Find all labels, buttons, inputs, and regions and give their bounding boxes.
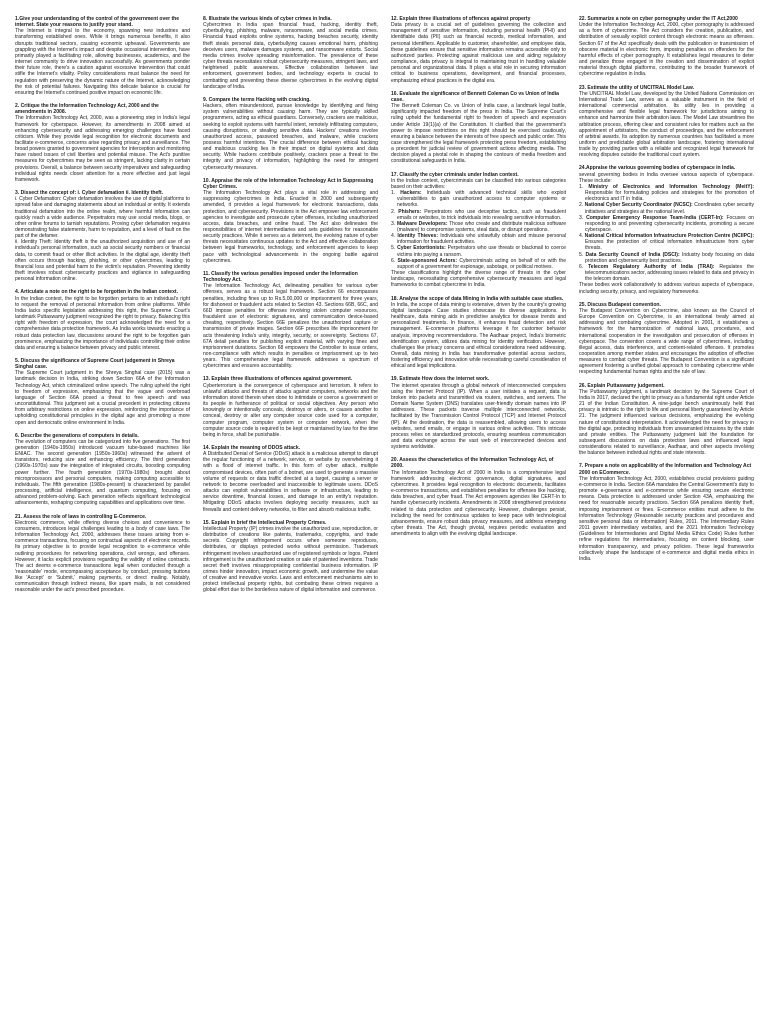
question-heading: 22. Summarize a note on cyber pornography under the IT Act,2000: [579, 16, 738, 22]
question-section: [203, 271, 378, 370]
question-heading: 15. Explain in brief the Intellectual Property Crimes.: [203, 519, 327, 526]
question-heading: 17. Classify the cyber criminals under Indian context.: [391, 171, 519, 178]
answer-paragraph: The evolution of computers can be categorized into five generations. The first generation (1940s-1950s) introduced vacuum tube-based machines like ENIAC. The second generation (1950s-1960s) witnessed the advent of transistors, reducing size and enhancing efficiency. The third generation (1960s-1970s) saw the integration of integrated circuits, boosting computing power further. The fourth generation (1970s-1980s) brought about microprocessors and personal computers, making computing accessible to individuals. The fifth generation (1980s-present) is characterized by parallel processing, artificial intelligence, and quantum computing, focusing on advanced problem-solving. Each generation reflects significant technological advancements, reshaping computing capabilities and applications over time.: [15, 438, 190, 507]
numbered-list: [391, 190, 566, 270]
list-item-term: Telecom Regulatory Authority of India (TRAI):: [588, 263, 715, 270]
question-heading: 11. Classify the various penalties imposed under the Information Technology Act.: [203, 270, 358, 284]
text-column-3: [391, 16, 566, 1014]
list-item: [391, 190, 566, 208]
answer-paragraph: several governing bodies in India oversee various aspects of cyberspace. These include:: [579, 171, 754, 184]
text-column-1: [15, 16, 190, 1014]
answer-paragraph: The Bennett Coleman Co. vs Union of India case, a landmark legal battle, significantly impacted freedom of the press in India. The Supreme Court's ruling upheld the fundamental right to freedom of speech and expression under Article 19(1)(a) of the Constitution. It clarified that the government's power to impose restrictions on this right should be exercised cautiously, ensuring a balance between the interests of free speech and public order. This case strengthened the legal framework protecting press freedom, establishing a precedent for judicial review of government actions affecting media. The decision played a pivotal role in shaping the contours of media freedom and constitutional safeguards in India.: [391, 103, 566, 165]
question-heading: 20. Assess the characteristics of the Information Technology Act, of 2000.: [391, 457, 554, 470]
question-section: [15, 16, 190, 96]
question-section: [579, 16, 754, 78]
question-section: [15, 289, 190, 351]
answer-paragraph: The Supreme Court judgment in the Shreya Singhal case (2015) was a landmark decision in India, striking down Section 66A of the Information Technology Act, which criminalized online speech. The ruling upheld the right to freedom of expression, emphasizing that the vague and overbroad language of Section 66A posed a threat to free speech and was unconstitutional. This judgment set a crucial precedent in protecting citizens from arbitrary restrictions on online expression, reinforcing the importance of upholding constitutional principles in the digital age and promoting a more open and democratic online environment in India.: [15, 370, 190, 426]
answer-paragraph: Hackers, often misunderstood, pursue knowledge by identifying and fixing system vulnerabilities without causing harm. They are typically skilled programmers, acting as ethical guardians. Conversely, crackers are malicious, seeking to exploit systems with harmful intent, remotely infiltrating computers, causing disruptions, or stealing sensitive data. Hackers' creations involve unauthorized access, password breaches, and malware, while crackers possess harmful intentions. The crucial difference between ethical hacking and malicious cracking lies in their impact on digital systems and data security. While hackers contribute positively, crackers pose a threat to the integrity and privacy of information, highlighting the need for stringent cybersecurity measures.: [203, 103, 378, 171]
question-section: [203, 520, 378, 594]
question-heading: 3. Dissect the concept of: i. Cyber defamation ii. Identity theft.: [15, 190, 164, 197]
numbered-list: [579, 184, 754, 283]
answer-paragraph: The Information Technology Act, 2000, establishes crucial provisions guiding e-commerce in India. Section 66A mandates the Central Government's duty to promote e-governance and e-commerce while ensuring secure electronic means. Data protection is addressed under Section 43A, emphasizing the need for reasonable security practices. Section 66A penalizes identity theft, imposing imprisonment or fines. E-commerce entities must adhere to the Information Technology (Reasonable security practices and procedures and sensitive personal data or information) Rules, 2011. The Intermediary Rules 2011 govern intermediary websites, and the 2021 Information Technology (Guidelines for Intermediaries and Digital Media Ethics Code) Rules further refine regulations for intermediaries, focusing on content blocking, user information transparency, and privacy policies. These legal frameworks collectively shape the landscape of e-commerce and digital media ethics in India.: [579, 475, 754, 562]
list-item-term: Malware Developers:: [396, 220, 448, 227]
question-section: [15, 358, 190, 426]
answer-paragraph: In India, the scope of data mining is extensive, driven by the country's growing digital landscape. Case studies showcase its diverse applications. In healthcare, data mining aids in predictive analytics for disease trends and personalized treatments. In finance, it enhances fraud detection and risk management. E-commerce platforms leverage it for customer behavior analysis, improving recommendations. The Aadhaar project, India's biometric identification system, utilizes data mining for identity verification. However, challenges like privacy concerns and ethical considerations need addressing. Overall, data mining in India has transformative potential across sectors, fostering efficiency and innovation while necessitating careful consideration of ethical and legal implications.: [391, 301, 566, 370]
answer-paragraph: Electronic commerce, while offering diverse choices and convenience to consumers, introduces legal challenges leading to a body of case laws. The Information Technology Act, 2000, addresses these issues arising from e-commerce transactions, focusing on contractual aspects of electronic records. Its primary objective is to provide legal recognition to e-commerce while outlining procedures for networking operations, civil wrongs, and offenses. However, it lacks explicit provisions regarding the validity of online contracts. The act deems e-commerce transactions legal when conducted through a 'reasonable' mode, encompassing acceptance by conduct, pressing buttons like 'Accept' or 'Submit,' making payments, or direct mailing. Notably, communication through indirect means, like spam mails, is not considered reasonable under the act's prescribed procedure.: [15, 519, 190, 594]
list-item-number: 4.: [579, 233, 584, 240]
answer-paragraph: The Information Technology Act, delineating penalties for various cyber offenses, serves as a robust legal framework. Section 66 encompasses penalties, including fines up to Rs.5,00,000 or imprisonment for three years, for dishonest or fraudulent acts related to Section 43. Sections 66B, 66C, and 66D impose penalties for offenses involving stolen computer resources, fraudulent use of electronic signatures, and communication device-based cheating, respectively. Section 66E penalizes the unauthorized capture or transmission of private images. Section 66F prescribes life imprisonment for acts threatening India's unity, integrity, security, or sovereignty. Sections 67, 67A detail penalties for publishing explicit material, with varying fines and imprisonment durations. Section 68 empowers the Controller to issue orders, non-compliance with which results in penalties or imprisonment up to two years. This comprehensive legal framework addresses a spectrum of cybercrimes and ensures accountability.: [203, 283, 378, 370]
question-section: [15, 514, 190, 594]
question-section: [579, 463, 754, 562]
question-heading: 10. Appraise the role of the Information Technology Act in Suppressing Cyber Crimes.: [203, 177, 374, 190]
list-item-number: 6.: [391, 257, 396, 264]
answer-paragraph: ii. Identity Theft: Identity theft is the unauthorized acquisition and use of an individual's personal information, such as social security numbers or financial data, to commit fraud or other illicit activities. In the digital age, identity theft often occurs through hacking, phishing, or other cybercrimes, leading to financial loss and potential harm to the victim's reputation. Preventing identity theft involves robust cybersecurity practices and vigilance in safeguarding personal information online.: [15, 239, 190, 283]
list-item-term: Ministry of Electronics and Information Technology (MeitY):: [588, 183, 754, 190]
list-item-text: Coordinates cyber security initiatives and strategies at the national level.: [585, 202, 754, 215]
list-item-number: 2.: [391, 208, 396, 215]
question-section: [391, 172, 566, 289]
list-item-text: Ensures the protection of critical information infrastructure from cyber threats.: [585, 239, 754, 252]
list-item-term: National Cyber Security Coordinator (NCSC):: [584, 202, 693, 209]
question-section: [579, 85, 754, 159]
question-section: [15, 190, 190, 282]
answer-paragraph: The internet operates through a global network of interconnected computers using the Internet Protocol (IP). When a user initiates a request, data is broken into packets and transmitted via routers, switches, and servers. The Domain Name System (DNS) translates user-friendly domain names into IP addresses. These packets traverse multiple interconnected networks, facilitated by the Transmission Control Protocol (TCP) and Internet Protocol (IP). At the destination, the data is reassembled, allowing users to access websites, send emails, or engage in various online activities. This intricate process relies on standardized protocols, ensuring seamless communication and data exchange across the vast web of interconnected devices and systems worldwide.: [391, 382, 566, 451]
question-section: [579, 383, 754, 457]
question-heading: 9. Compare the terms Hacking with cracking.: [203, 96, 311, 103]
list-item-number: 1.: [579, 183, 584, 190]
list-item-text: Cybercriminals acting on behalf of or with the support of a government for espionage, sabotage, or political motives.: [397, 257, 566, 270]
list-item: [579, 233, 754, 251]
answer-paragraph: The Information Technology Act plays a vital role in addressing and suppressing cybercrimes in India. Enacted in 2000 and subsequently amended, it provides a legal framework for electronic transactions, data protection, and cybersecurity. Provisions in the Act empower law enforcement agencies to investigate and prosecute cyber offenses, including unauthorized access, data breaches, and online fraud. The Act also delineates the responsibilities of internet intermediaries and sets guidelines for reasonable security practices. While it serves as a deterrent, the evolving nature of cyber threats necessitates continuous updates to the Act and effective collaboration between legal frameworks, technology, and enforcement agencies to keep pace with technological advancements in the ongoing battle against cybercrimes.: [203, 190, 378, 264]
list-item-number: 6.: [579, 263, 584, 270]
list-item-term: Cyber Extortionists:: [397, 245, 446, 252]
answer-paragraph: The Information Technology Act, 2000, was a pioneering step in India's legal framework for cyberspace. However, its amendments in 2008 aimed at enhancing cybersecurity and addressing emerging challenges have faced criticism. While they provide legal recognition for electronic documents and facilitate e-commerce, concerns arise regarding privacy and surveillance. The broad powers granted to government agencies for interception and monitoring have raised issues of civil liberties and potential misuse. The Act's punitive measures for cybercrimes may be seen as stringent, lacking clarity in certain provisions. Overall, a balance between security imperatives and safeguarding individual rights needs closer attention for a more effective and just legal framework.: [15, 115, 190, 183]
list-item-term: State-sponsored Actors:: [397, 257, 458, 264]
question-heading: 2. Critique the the Information Technology Act, 2000 and the amendments in 2008.: [15, 103, 159, 116]
list-item-text: Individuals who unlawfully obtain and misuse personal information for fraudulent activities.: [397, 233, 566, 246]
list-item: [579, 215, 754, 233]
list-item-number: 2.: [579, 202, 584, 209]
list-item: [579, 252, 754, 264]
answer-paragraph: Cybercrimes in India span financial fraud, hacking, identity theft, cyberbullying, phishing, malware, ransomware, and social media crimes. Financial fraud exploits online systems, hacking breaches security, identity theft steals personal data, cyberbullying causes emotional harm, phishing deceives users, malware damages systems, and ransomware extorts. Social media crimes involve spreading misinformation. The prevalence of these cyber threats necessitates robust cybersecurity measures, stringent laws, and heightened public awareness. Effective collaboration between law enforcement, government bodies, and technology experts is crucial to combatting and preventing these diverse cybercrimes in the evolving digital landscape of India.: [203, 22, 378, 90]
question-heading: 23. Estimate the utility of UNCITRAL Model Law.: [579, 84, 694, 91]
list-item-number: 5.: [391, 245, 396, 252]
answer-paragraph: Intellectual Property (IP) crimes involve the unauthorized use, reproduction, or distribution of creations like patents, trademarks, copyrights, and trade secrets. Copyright infringement occurs when someone reproduces, distributes, or displays protected works without permission. Trademark infringement involves unauthorized use of registered symbols or logos. Patent infringement is the unauthorized creation or sale of patented inventions. Trade secret theft involves misappropriating confidential business information. IP crimes hinder innovation, impact economic growth, and undermine the value of creative and innovative works. Laws and enforcement mechanisms aim to protect intellectual property rights, but combating these crimes requires a global effort due to the borderless nature of digital information and commerce.: [203, 525, 378, 594]
list-item: [579, 184, 754, 202]
question-heading: 12. Explain three illustrations of offences against property: [391, 16, 531, 22]
list-item-term: Hackers:: [400, 190, 422, 197]
question-section: [579, 302, 754, 376]
question-heading: 1.Give your understanding of the control of the government over the internet. State your reasons to justify your stand.: [15, 16, 180, 29]
list-item-term: Data Security Council of India (DSCI):: [585, 251, 680, 258]
list-item-text: Responsible for formulating policies and strategies for the promotion of electronics and IT in India.: [585, 190, 754, 203]
text-column-4: [579, 16, 754, 1014]
answer-paragraph: The Puttaswamy judgment, a landmark decision by the Supreme Court of India in 2017, declared the right to privacy as a fundamental right under Article 21 of the Indian Constitution. A nine-judge bench unanimously held that privacy is intrinsic to the right to life and personal liberty guaranteed by Article 21. The judgment influenced various decisions, emphasizing the evolving nature of constitutional interpretation. It acknowledged the need for privacy in the digital age, protecting individuals from unwarranted intrusions by the state and private entities. The Puttaswamy judgment laid the foundation for subsequent discussions on data protection laws and influenced legal considerations related to surveillance, Aadhaar, and other aspects involving the balance between individual rights and state interests.: [579, 388, 754, 457]
question-heading: 5. Discuss the significance of Supreme Court judgement in Shreya Singhal case.: [15, 357, 175, 371]
question-section: [15, 433, 190, 507]
question-section: [203, 376, 378, 438]
list-item-term: National Critical Information Infrastructure Protection Centre (NCIIPC):: [584, 233, 754, 240]
list-item-text: Focuses on responding to and preventing cybersecurity incidents, promoting a secure cyberspace.: [585, 214, 754, 233]
list-item: [391, 221, 566, 233]
question-heading: 21. Assess the role of laws in controlling E-Commerce.: [15, 513, 147, 520]
list-item-term: Computer Emergency Response Team-India (CERT-In):: [586, 214, 724, 221]
question-heading: 7. Prepare a note on applicability of the Information and Technology Act 2000 on ECommerce.: [579, 463, 752, 476]
answer-paragraph: Data privacy is a crucial set of guidelines governing the collection and management of sensitive information, including personal health (PHI) and identifiable data (PII) such as financial records, medical information, and personal identifiers. Applicable to customer, shareholder, and employee data, these guidelines ensure that sensitive information remains accessible only to authorized parties. Protecting against malicious use and aiding regulatory compliance, data privacy is integral to maintaining trust in handling valuable personal and organizational data. It plays a vital role in securing information critical to business operations, development, and financial processes, emphasizing ethical practices in the digital era.: [391, 22, 566, 84]
list-item-text: Regulates the telecommunications sector, addressing issues related to data and privacy in the telecom domain.: [585, 263, 754, 283]
list-item-text: Industry body focusing on data protection and cybersecurity best practices.: [585, 251, 754, 264]
question-section: [579, 165, 754, 294]
list-item-text: Perpetrators who use threats or blackmail to coerce victims into paying a ransom.: [397, 245, 566, 258]
list-item-number: 1.: [391, 190, 396, 197]
question-section: [391, 16, 566, 84]
question-heading: 26. Explain Puttaswamy judgement.: [579, 382, 665, 389]
question-section: [203, 97, 378, 171]
question-heading: 6. Describe the generations of computers in details.: [15, 432, 139, 439]
answer-paragraph: i. Cyber Defamation: Cyber defamation involves the use of digital platforms to spread false and damaging statements about an individual or entity. It extends traditional defamation into the online realm, where harmful information can quickly reach a wide audience. Perpetrators may use social media, blogs, or other online forums to tarnish reputations. Proving cyber defamation requires demonstrating false statements, harm to reputation, and a level of fault on the part of the defamer.: [15, 196, 190, 240]
list-item: [579, 264, 754, 282]
question-heading: 16. Evaluate the significance of Bennett Coleman Co vs Union of India case.: [391, 90, 559, 103]
list-item-text: Perpetrators who use deceptive tactics, such as fraudulent emails or websites, to trick individuals into revealing sensitive information.: [397, 208, 566, 221]
answer-paragraph: The Internet is integral to the economy, spawning new industries and transforming established ones. While it brings numerous benefits, it also disrupts traditional sectors, causing economic upheaval. Governments are grappling with the Internet's impact and despite occasional intervention, have primarily played a facilitating role, allowing businesses, academics, and the internet community to drive innovation successfully. As governments ponder their future role, there's a caution against excessive intervention that could stifle the Internet's vitality. Policy considerations must balance the need for regulation with preserving the dynamic nature of the Internet, acknowledging the risk of potential failures. Navigating this delicate balance is crucial for ensuring the Internet's continued positive impact on economic life.: [15, 28, 190, 96]
answer-paragraph: The Budapest Convention on Cybercrime, also known as the Council of Europe Convention on Cybercrime, is an international treaty aimed at addressing and combating cybercrime. Adopted in 2001, it establishes a framework for the harmonization of national laws, procedures, and international cooperation in the investigation and prosecution of offenses in cyberspace. The convention covers a wide range of cybercrimes, including illegal access, data interference, and content-related offenses. It promotes cooperation among member states and encourages the adoption of effective measures to combat cyber threats. The Budapest Convention is a significant agreement fostering a unified global approach to combating cybercrime while respecting fundamental human rights and the rule of law.: [579, 307, 754, 376]
question-section: [203, 178, 378, 264]
answer-paragraph: In the Indian context, the right to be forgotten pertains to an individual's right to request the removal of personal information from online platforms. While India lacks specific legislation addressing this right, the Supreme Court's landmark Puttaswamy judgment recognized the right to privacy. Balancing this right with freedom of expression, the court acknowledged the need for a comprehensive data protection framework. As India works towards enacting a robust data protection law, discussions around the right to be forgotten gain prominence, emphasizing the importance of individuals controlling their online data and ensuring a balance between privacy and public interest.: [15, 295, 190, 351]
question-heading: 14. Explain the meaning of DDOS attack.: [203, 445, 301, 451]
answer-paragraph: Cyberterrorism is the convergence of cyberspace and terrorism. It refers to unlawful attacks and threats of attacks against computers, networks and the information stored therein when done to intimidate or coerce a government or its people in furtherance of political or social objectives. Any person who knowingly or intentionally conceals, destroys or alters, or causes another to conceal, destroy or alter any computer source code used for a computer, computer program, computer system or computer network, when the computer source code is required to be kept or maintained by law for the time being in force, shall be punishable.: [203, 382, 378, 438]
list-item: [391, 245, 566, 257]
list-item-number: 3.: [579, 214, 584, 221]
question-heading: 13. Explain three illustrations of offences against government.: [203, 376, 353, 383]
answer-paragraph: Under the Information Technology Act, 2000, cyber pornography is addressed as a form of cybercrime. The Act considers the creation, publication, and distribution of sexually explicit content through electronic means as offenses. Section 67 of the Act specifically deals with the publication or transmission of obscene material in electronic form, imposing penalties on offenders for the harmful effects of cyber pornography. It establishes legal measures to deter and penalize those engaged in the creation and dissemination of explicit material through digital platforms, contributing to the broader framework of cybercrime regulation in India.: [579, 22, 754, 78]
list-item-number: 4.: [391, 233, 396, 240]
answer-paragraph: In the Indian context, cybercriminals can be classified into various categories based on their activities:: [391, 177, 566, 190]
question-heading: 25. Discuss Budapest convention.: [579, 301, 661, 308]
list-item: [391, 233, 566, 245]
answer-paragraph: These bodies work collaboratively to address various aspects of cyberspace, including security, privacy, and regulatory frameworks.: [579, 282, 754, 295]
list-item-text: Individuals with advanced technical skills who exploit vulnerabilities to gain unauthorized access to computer systems or networks.: [397, 190, 566, 209]
list-item: [391, 258, 566, 270]
list-item-term: Phishers:: [398, 208, 422, 215]
list-item-number: 5.: [579, 251, 584, 258]
question-section: [391, 457, 566, 537]
answer-paragraph: These classifications highlight the diverse range of threats in the cyber landscape, necessitating comprehensive cybersecurity measures and legal frameworks to combat cybercrime in India.: [391, 270, 566, 289]
question-section: [203, 445, 378, 513]
question-section: [391, 296, 566, 370]
question-section: [391, 91, 566, 165]
question-heading: 18. Analyse the scope of data Mining in India with suitable case studies.: [391, 295, 564, 302]
list-item-text: Those who create and distribute malicious software (malware) to compromise systems, steal data, or disrupt operations.: [397, 220, 566, 233]
question-section: [203, 16, 378, 90]
question-section: [15, 103, 190, 183]
answer-paragraph: A Distributed Denial of Service (DDoS) attack is a malicious attempt to disrupt the regular functioning of a network, service, or website by overwhelming it with a flood of internet traffic. In this form of cyber attack, multiple compromised devices, often part of a botnet, are used to generate a massive volume of requests or data traffic directed at a target, causing a server or network to become overloaded and inaccessible to legitimate users. DDoS attacks can exploit vulnerabilities in software or infrastructure, leading to service downtime, financial losses, and damage to an entity's reputation. Mitigating DDoS attacks involves deploying security measures, such as firewalls and content delivery networks, to filter and absorb malicious traffic.: [203, 451, 378, 513]
text-column-2: [203, 16, 378, 1014]
question-section: [391, 376, 566, 450]
question-heading: 8. Illustrate the various kinds of cyber crimes in India.: [203, 16, 332, 22]
list-item: [391, 209, 566, 221]
question-heading: 4. Articulate a note on the right to be forgotten in the Indian context.: [15, 289, 178, 296]
answer-paragraph: The UNCITRAL Model Law, developed by the United Nations Commission on International Trade Law, serves as a valuable instrument in the field of international commercial arbitration. Its utility lies in providing a comprehensive and flexible legal framework for jurisdictions aiming to enhance and harmonize their arbitration laws. The Model Law streamlines the arbitration process, offering clear and consistent rules for matters such as the appointment of arbitrators, the conduct of proceedings, and the enforcement of arbitral awards. Its adoption by numerous countries has facilitated a more uniform and predictable global arbitration landscape, fostering international trade by providing parties with a reliable and recognized legal framework for resolving disputes outside the traditional court system.: [579, 90, 754, 159]
question-heading: 19. Estimate How does the internet work.: [391, 376, 490, 383]
list-item: [579, 202, 754, 214]
question-heading: 24.Appraise the various governing bodies of cyberspace in India.: [579, 165, 736, 172]
list-item-term: Identity Thieves:: [397, 233, 439, 240]
list-item-number: 3.: [391, 220, 396, 227]
answer-paragraph: The Information Technology Act of 2000 in India is a comprehensive legal framework addressing electronic governance, digital signatures, and cybercrimes. It provides legal recognition to electronic documents, facilitates e-commerce transactions, and establishes penalties for offenses like hacking, data breaches, and cyber fraud. The Act empowers agencies like CERT-In to handle cybersecurity incidents. Amendments in 2008 strengthened provisions related to data protection and cybersecurity. However, challenges persist, including the need for continuous updates to keep pace with technological advancements, ensure robust data privacy measures, and address emerging cyber threats. The Act, though pivotal, requires periodic evaluation and amendments to align with the evolving digital landscape.: [391, 469, 566, 538]
